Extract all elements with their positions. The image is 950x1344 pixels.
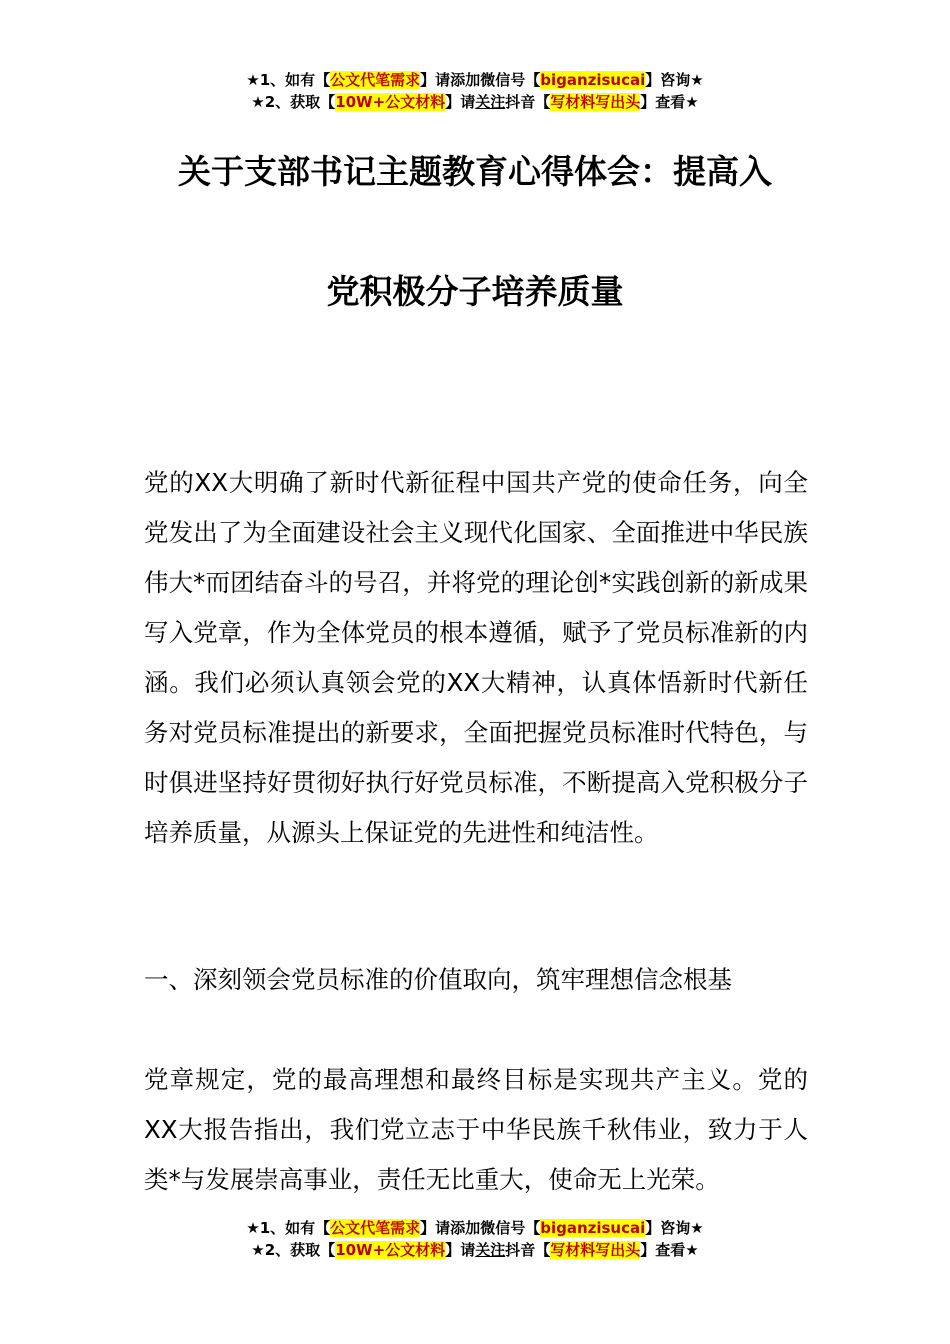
document-title-line-2: 党积极分子培养质量: [326, 272, 624, 311]
banner-highlight: 公文代笔需求: [330, 1219, 421, 1237]
section-heading: 一、深刻领会党员标准的价值取向，筑牢理想信念根基: [144, 965, 732, 994]
banner-highlight: biganzisucai: [540, 1219, 646, 1237]
bottom-banner: [0, 1217, 950, 1261]
document-title-line-1: 关于支部书记主题教育心得体会：提高入: [178, 152, 772, 191]
banner-highlight: 10W+公文材料: [335, 93, 446, 111]
banner-line-2: ★2、获取【10W+公文材料】请关注抖音【写材料写出头】查看★: [251, 1241, 699, 1259]
body-paragraph: 党章规定，党的最高理想和最终目标是实现共产主义。党的XX大报告指出，我们党立志于中华民族千秋伟业，致力于人类*与发展崇高事业，责任无比重大，使命无上光荣。: [144, 1065, 808, 1194]
banner-highlight: 写材料写出头: [550, 93, 641, 111]
top-banner: [0, 69, 950, 113]
banner-highlight: biganzisucai: [540, 71, 646, 89]
banner-line-2: ★2、获取【10W+公文材料】请关注抖音【写材料写出头】查看★: [251, 93, 699, 111]
banner-line-1: ★1、如有【公文代笔需求】请添加微信号【biganzisucai】咨询★: [246, 71, 704, 89]
banner-line-1: ★1、如有【公文代笔需求】请添加微信号【biganzisucai】咨询★: [246, 1219, 704, 1237]
body-paragraph: 党的XX大明确了新时代新征程中国共产党的使命任务，向全党发出了为全面建设社会主义现代化国家、全面推进中华民族伟大*而团结奋斗的号召，并将党的理论创*实践创新的新成果写入党章，作为全体党员的根本遵循，赋予了党员标准新的内涵。我们必须认真领会党的XX大精神，认真体悟新时代新任务对党员标准提出的新要求，全面把握党员标准时代特色，与时俱进坚持好贯彻好执行好党员标准，不断提高入党积极分子培养质量，从源头上保证党的先进性和纯洁性。: [144, 468, 808, 847]
banner-highlight: 写材料写出头: [550, 1241, 641, 1259]
banner-highlight: 10W+公文材料: [335, 1241, 446, 1259]
banner-highlight: 公文代笔需求: [330, 71, 421, 89]
